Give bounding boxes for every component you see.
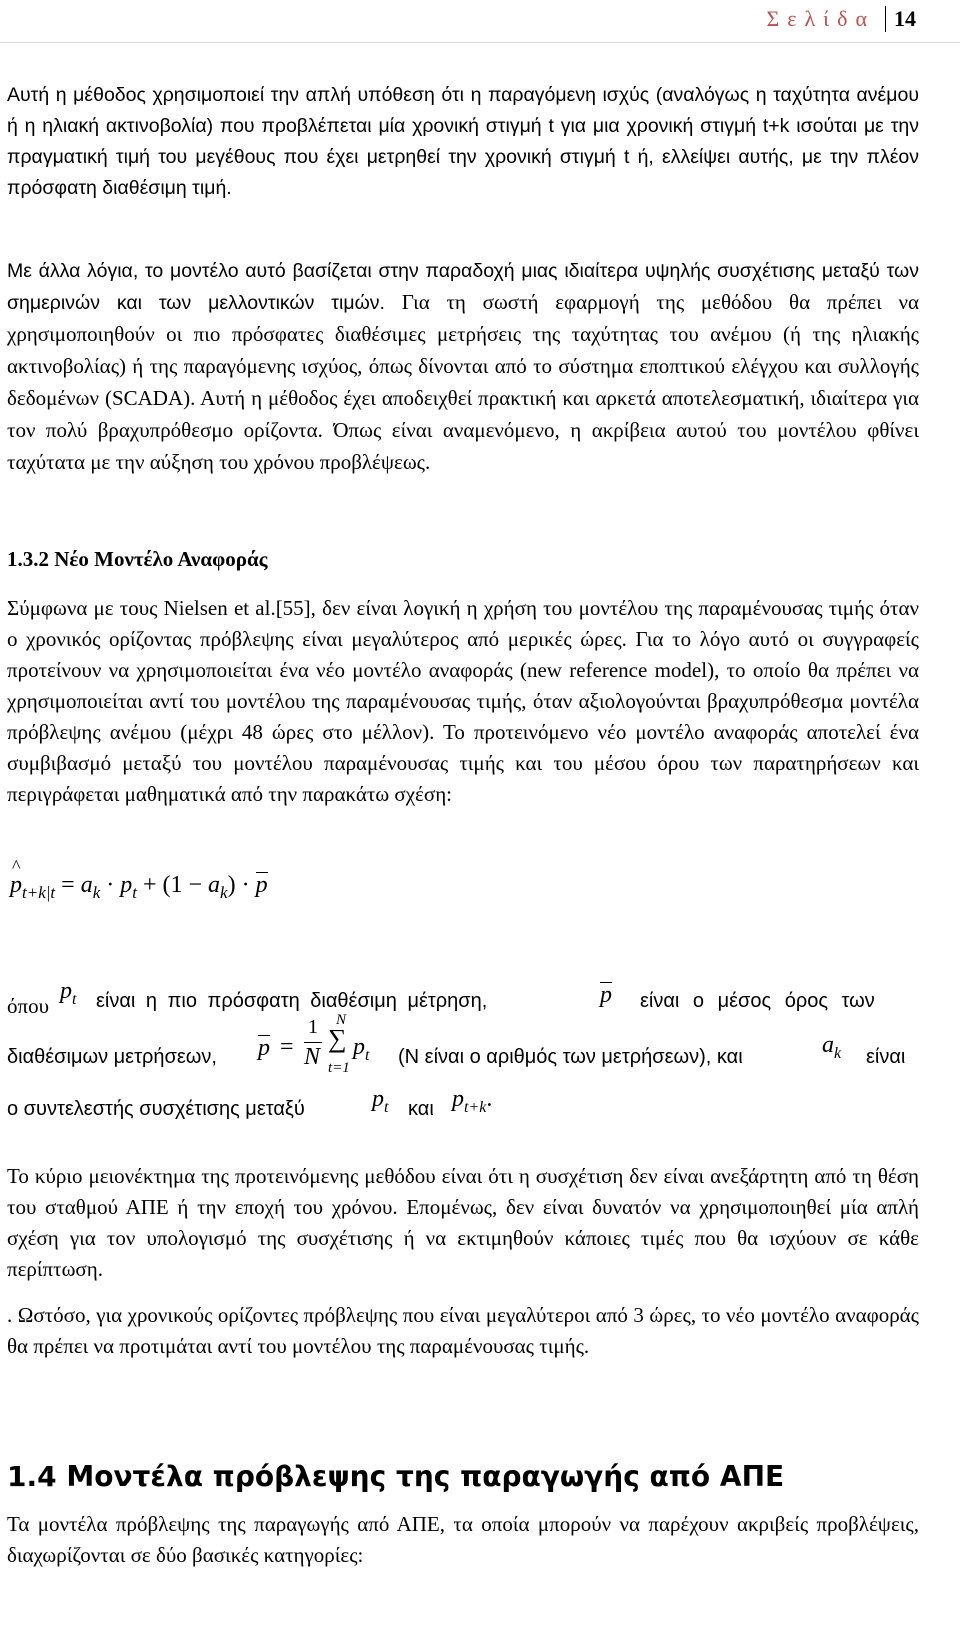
mean-frac-line — [304, 1042, 322, 1043]
formula-plus: + (1 − — [136, 872, 209, 898]
def-opou: όπου — [7, 994, 49, 1018]
mean-frac-num: 1 — [308, 1016, 318, 1038]
formula-lhs: ^ p — [10, 872, 22, 899]
formula-dot: · — [100, 872, 121, 898]
section-heading-new-reference-model: 1.3.2 Νέο Μοντέλο Αναφοράς — [7, 547, 268, 571]
sum-term-sub: t — [365, 1047, 370, 1064]
mean-frac-den: N — [304, 1044, 321, 1070]
sum-term-p: p — [353, 1034, 365, 1060]
paragraph-disadvantage: Το κύριο μειονέκτημα της προτεινόμενης μεθόδου είναι ότι η συσχέτιση δεν είναι ανεξάρτητη από τη θέση του σταθμού ΑΠΕ ή την εποχή του χρόνου. Επομένως, δεν είναι δυνατόν να χρησιμοποιηθεί μία απλή σχέση για τον υπολογισμό της συσχέτισης ή να εκτιμηθούν κάποιες τιμές που θα ισχύουν σε κάθε περίπτωση. — [7, 1164, 919, 1281]
def-line3-p2-sub: t+k — [464, 1099, 487, 1116]
section-heading-res-forecast-models: 1.4 Μοντέλα πρόβλεψης της παραγωγής από ΑΠΕ — [7, 1460, 785, 1493]
formula-pbar: p — [255, 872, 268, 898]
def-line3-p: p — [372, 1086, 384, 1112]
def-line3-pt — [372, 1086, 388, 1117]
formula-lhs-sub: t+k|t — [22, 883, 56, 902]
def-pt-p: p — [60, 978, 72, 1004]
def-pt — [60, 978, 76, 1009]
def-pt-sub: t — [72, 991, 77, 1008]
reference-model-formula — [10, 872, 268, 903]
def-pbar-p: p — [600, 982, 612, 1008]
sum-sign-icon: ∑ — [328, 1024, 347, 1053]
def-line3-kai: και — [408, 1098, 434, 1120]
formula-a2-sub: k — [220, 883, 228, 902]
def-line1-end: είναι ο μέσος όρος των — [640, 990, 875, 1012]
header-divider — [0, 42, 960, 43]
def-line2-mid: (N είναι ο αριθμός των μετρήσεων), και — [398, 1046, 743, 1068]
paragraph-persistence-details — [7, 256, 919, 479]
paragraph-persistence-sans-part: Με άλλα λόγια, το μοντέλο αυτό βασίζεται στην παραδοχή μιας ιδιαίτερα υψηλής συσχέτισης μεταξύ των σημερινών και των μελλοντικών τιμών. — [7, 260, 919, 314]
def-line3-start: ο συντελεστής συσχέτισης μεταξύ — [7, 1098, 305, 1120]
def-ak-sub: k — [834, 1045, 842, 1062]
sum-term — [353, 1034, 369, 1065]
formula-a-sub: k — [92, 883, 101, 902]
mean-eq: = — [280, 1034, 294, 1060]
def-ak — [822, 1032, 841, 1063]
paragraph-persistence-serif-part: Για τη σωστή εφαρμογή της μεθόδου θα πρέπει να χρησιμοποιηθούν οι πιο πρόσφατες διαθέσιμες μετρήσεις της ταχύτητας του ανέμου (ή της ηλιακής ακτινοβολίας) ή της παραγόμενης ισχύος, όπως δίνονται από το σύστημα εποπτικού ελέγχου και συλλογής δεδομένων (SCADA). Αυτή η μέθοδος έχει αποδειχθεί πρακτική και αρκετά αποτελεσματική, ιδιαίτερα για τον πολύ βραχυπρόθεσμο ορίζοντα. Όπως είναι αναμενόμενο, η ακρίβεια αυτού του μοντέλου φθίνει ταχύτατα με την αύξηση του χρόνου προβλέψεως. — [7, 290, 919, 474]
def-line3-p-sub: t — [384, 1099, 389, 1116]
def-line3-p2: p — [452, 1086, 464, 1112]
def-pbar — [600, 982, 612, 1009]
formula-eq: = — [55, 872, 81, 898]
paragraph-res-forecast-intro: Τα μοντέλα πρόβλεψης της παραγωγής από ΑΠΕ, τα οποία μπορούν να παρέχουν ακριβείς προβλέψεις, διαχωρίζονται σε δύο βασικές κατηγορίες: — [7, 1512, 919, 1567]
def-line2-end: είναι — [866, 1046, 906, 1068]
mean-lhs: p — [258, 1035, 270, 1061]
paragraph-new-reference-model: Σύμφωνα με τους Nielsen et al.[55], δεν είναι λογική η χρήση του μοντέλου της παραμένουσας τιμής όταν ο χρονικός ορίζοντας πρόβλεψης είναι μεγαλύτερος από μερικές ώρες. Για το λόγο αυτό οι συγγραφείς προτείνουν να χρησιμοποιείται ένα νέο μοντέλο αναφοράς (new reference model), το οποίο θα πρέπει να χρησιμοποιείται αντί του μοντέλου της παραμένουσας τιμής, όταν αξιολογούνται βραχυπρόθεσμα μοντέλα πρόβλεψης ανέμου (μέχρι 48 ώρες στο μέλλον). Το προτεινόμενο νέο μοντέλο αναφοράς αποτελεί ένα συμβιβασμό μεταξύ του μοντέλου παραμένουσας τιμής και του μέσου όρου των παρατηρήσεων και περιγράφεται μαθηματικά από την παρακάτω σχέση: — [7, 596, 919, 806]
formula-p: p — [120, 872, 133, 898]
page-label: Σελίδα — [766, 6, 875, 31]
paragraph-horizon-note: . Ωστόσο, για χρονικούς ορίζοντες πρόβλεψης που είναι μεγαλύτεροι από 3 ώρες, το νέο μοντέλο αναφοράς θα πρέπει να προτιμάται αντί του μοντέλου της παραμένουσας τιμής. — [7, 1303, 919, 1358]
formula-close: ) · — [227, 872, 256, 898]
formula-a2: a — [208, 872, 221, 898]
def-line3-end: . — [486, 1086, 493, 1112]
page-header — [766, 6, 916, 32]
paragraph-persistence-intro: Αυτή η μέθοδος χρησιμοποιεί την απλή υπόθεση ότι η παραγόμενη ισχύς (αναλόγως η ταχύτητα ανέμου ή η ηλιακή ακτινοβολία) που προβλέπεται μία χρονική στιγμή t για μια χρονική στιγμή t+k ισούται με την πραγματική τιμή του μεγέθους που έχει μετρηθεί την χρονική στιγμή t ή, ελλείψει αυτής, με την πλέον πρόσφατη διαθέσιμη τιμή. — [7, 84, 919, 199]
def-ak-a: a — [822, 1032, 834, 1058]
def-line2-start: διαθέσιμων μετρήσεων, — [7, 1046, 217, 1068]
sum-top: N — [336, 1012, 347, 1028]
def-line3-ptk — [452, 1086, 492, 1117]
def-line1-mid: είναι η πιο πρόσφατη διαθέσιμη μέτρηση, — [96, 990, 488, 1012]
sum-bottom: t=1 — [328, 1060, 350, 1076]
formula-a: a — [80, 872, 93, 898]
mean-formula — [258, 1012, 388, 1078]
page-number: 14 — [885, 6, 916, 32]
formula-p-sub: t — [132, 883, 137, 902]
